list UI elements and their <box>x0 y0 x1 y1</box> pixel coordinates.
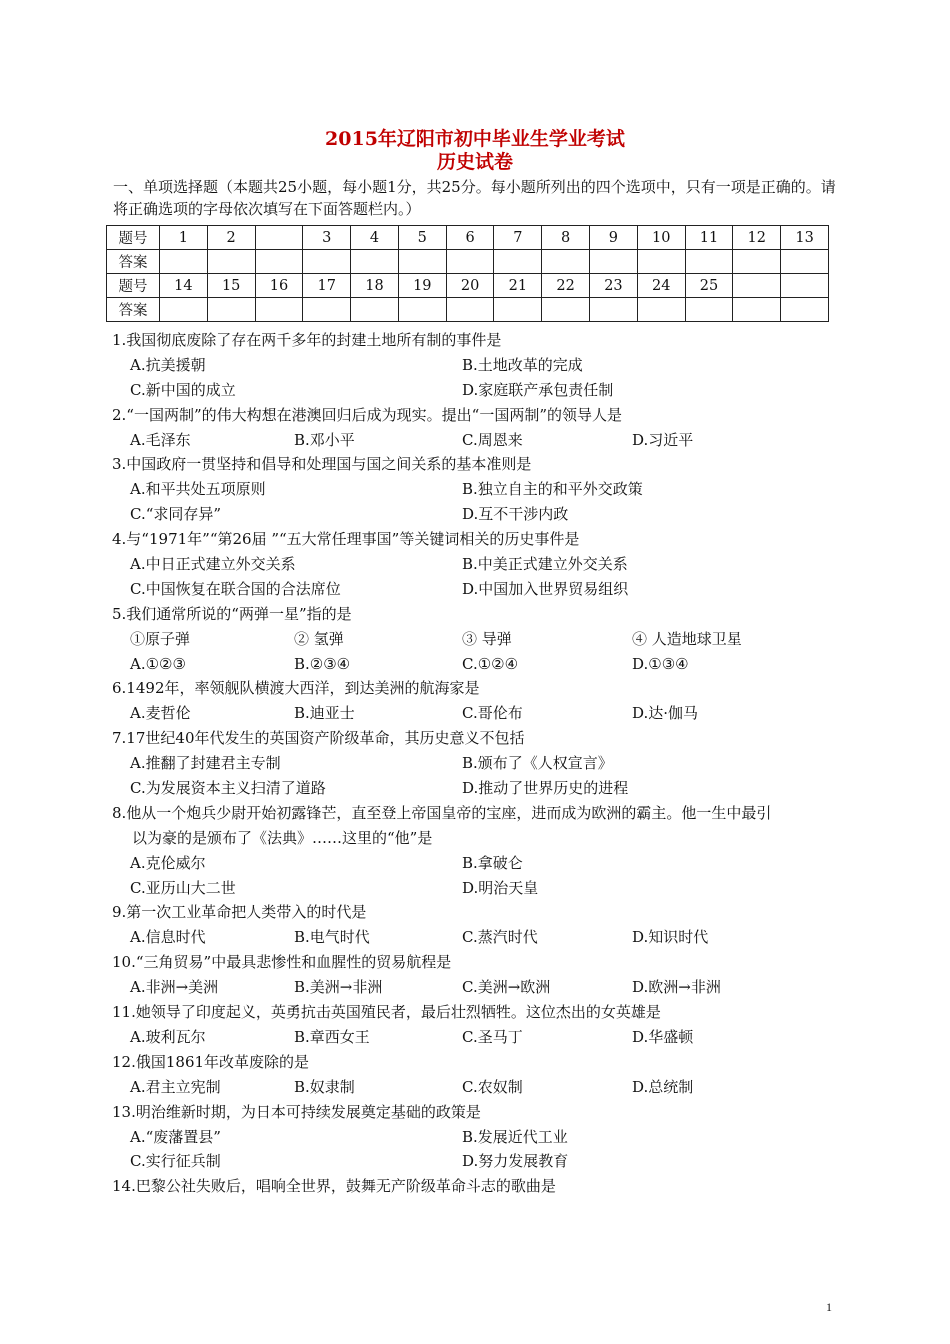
question-stem: 1.我国彻底废除了存在两千多年的封建土地所有制的事件是 <box>112 331 502 349</box>
answer-option: D.①③④ <box>632 654 689 673</box>
option-row <box>112 1025 842 1050</box>
answer-cell[interactable] <box>351 298 399 322</box>
question-number-cell: 8 <box>542 226 590 250</box>
question-number-cell <box>255 226 303 250</box>
question-number-cell: 18 <box>351 274 399 298</box>
option-row <box>112 577 842 602</box>
answer-cell[interactable] <box>398 250 446 274</box>
answer-cell[interactable] <box>494 298 542 322</box>
question-number-cell: 10 <box>637 226 685 250</box>
answer-option: C.亚历山大二世 <box>130 878 236 897</box>
answer-table-number-row <box>107 274 829 298</box>
answer-option: C.新中国的成立 <box>130 380 236 399</box>
answer-cell[interactable] <box>160 298 208 322</box>
option-row <box>112 353 842 378</box>
option-row <box>112 975 842 1000</box>
question-stem: 2.“一国两制”的伟大构想在港澳回归后成为现实。提出“一国两制”的领导人是 <box>112 405 622 424</box>
answer-option: D.中国加入世界贸易组织 <box>462 579 629 598</box>
answer-option: C.①②④ <box>462 654 519 673</box>
question-number-cell: 17 <box>303 274 351 298</box>
question-number-cell <box>733 274 781 298</box>
answer-cell[interactable] <box>685 298 733 322</box>
answer-cell[interactable] <box>446 250 494 274</box>
answer-cell[interactable] <box>207 298 255 322</box>
answer-option: ② 氢弹 <box>294 629 344 648</box>
option-row <box>112 776 842 801</box>
answer-cell[interactable] <box>781 250 829 274</box>
question-list <box>112 328 842 1199</box>
answer-option: C.“求同存异” <box>130 505 222 524</box>
answer-cell[interactable] <box>781 298 829 322</box>
question-number-cell: 15 <box>207 274 255 298</box>
question-number-cell: 22 <box>542 274 590 298</box>
question-stem: 13.明治维新时期，为日本可持续发展奠定基础的政策是 <box>112 1102 481 1121</box>
option-row <box>112 552 842 577</box>
question-number-cell: 12 <box>733 226 781 250</box>
answer-option: C.周恩来 <box>462 430 523 449</box>
answer-cell[interactable] <box>160 250 208 274</box>
answer-option: C.圣马丁 <box>462 1027 523 1046</box>
question-stem: 11.她领导了印度起义，英勇抗击英国殖民者，最后壮烈牺牲。这位杰出的女英雄是 <box>112 1003 661 1022</box>
answer-option: A.君主立宪制 <box>130 1077 221 1096</box>
answer-cell[interactable] <box>542 298 590 322</box>
answer-table-answer-row <box>107 298 829 322</box>
answer-option: A.抗美援朝 <box>130 355 206 374</box>
section-instructions: 一、单项选择题（本题共25小题，每小题1分，共25分。每小题所列出的四个选项中，只有一项是正确的。请将正确选项的字母依次填写在下面答题栏内。） <box>113 178 836 218</box>
row-label-question: 题号 <box>107 274 160 298</box>
answer-cell[interactable] <box>637 250 685 274</box>
answer-option: A.麦哲伦 <box>130 704 191 723</box>
answer-table <box>106 225 829 322</box>
question-stem: 9.第一次工业革命把人类带入的时代是 <box>112 903 367 922</box>
answer-cell[interactable] <box>685 250 733 274</box>
option-row <box>112 751 842 776</box>
answer-option: B.拿破仑 <box>462 853 523 872</box>
answer-table-answer-row <box>107 250 829 274</box>
option-row <box>112 477 842 502</box>
answer-option: A.推翻了封建君主专制 <box>130 754 281 773</box>
answer-option: A.①②③ <box>130 654 186 673</box>
answer-option: D.明治天皇 <box>462 878 539 897</box>
answer-cell[interactable] <box>303 250 351 274</box>
answer-option: A.和平共处五项原则 <box>130 480 266 499</box>
question-number-cell <box>781 274 829 298</box>
question-number-cell: 7 <box>494 226 542 250</box>
answer-option: A.克伦威尔 <box>130 853 206 872</box>
question-stem: 8.他从一个炮兵少尉开始初露锋芒，直至登上帝国皇帝的宝座，进而成为欧洲的霸主。他一生中最引 <box>112 803 772 822</box>
answer-cell[interactable] <box>542 250 590 274</box>
answer-cell[interactable] <box>733 298 781 322</box>
option-row <box>112 378 842 403</box>
answer-cell[interactable] <box>590 298 638 322</box>
answer-option: C.中国恢复在联合国的合法席位 <box>130 579 341 598</box>
option-row <box>112 925 842 950</box>
answer-option: A.中日正式建立外交关系 <box>130 555 296 574</box>
answer-option: C.哥伦布 <box>462 704 523 723</box>
question-number-cell: 21 <box>494 274 542 298</box>
question-number-cell: 13 <box>781 226 829 250</box>
answer-option: B.章西女王 <box>294 1027 370 1046</box>
answer-cell[interactable] <box>733 250 781 274</box>
answer-option: ③ 导弹 <box>462 629 512 648</box>
answer-option: C.蒸汽时代 <box>462 928 538 947</box>
answer-option: B.独立自主的和平外交政策 <box>462 480 643 499</box>
option-row <box>112 428 842 453</box>
answer-option: B.中美正式建立外交关系 <box>462 555 628 574</box>
answer-option: C.农奴制 <box>462 1077 523 1096</box>
question-number-cell: 20 <box>446 274 494 298</box>
question-number-cell: 5 <box>398 226 446 250</box>
question-number-cell: 4 <box>351 226 399 250</box>
answer-cell[interactable] <box>398 298 446 322</box>
option-row <box>112 652 842 677</box>
exam-title: 2015年辽阳市初中毕业生学业考试 <box>325 128 625 150</box>
question-number-cell: 9 <box>590 226 638 250</box>
option-row <box>112 1149 842 1174</box>
row-label-answer: 答案 <box>107 250 160 274</box>
option-row <box>112 502 842 527</box>
option-row <box>112 701 842 726</box>
question-stem: 4.与“1971年”“第26届 ”“五大常任理事国”等关键词相关的历史事件是 <box>112 530 580 549</box>
answer-option: D.知识时代 <box>632 928 709 947</box>
question-stem: 12.俄国1861年改革废除的是 <box>112 1052 310 1071</box>
answer-option: D.推动了世界历史的进程 <box>462 779 629 798</box>
answer-option: A.毛泽东 <box>130 430 191 449</box>
answer-option: D.习近平 <box>632 430 694 449</box>
answer-option: ④ 人造地球卫星 <box>632 629 742 648</box>
answer-table-number-row <box>107 226 829 250</box>
answer-option: D.总统制 <box>632 1077 694 1096</box>
question-stem: 7.17世纪40年代发生的英国资产阶级革命，其历史意义不包括 <box>112 729 525 748</box>
answer-option: D.互不干涉内政 <box>462 505 569 524</box>
page-number: 1 <box>826 1300 832 1314</box>
answer-option: D.华盛顿 <box>632 1027 694 1046</box>
answer-option: A.非洲→美洲 <box>130 978 219 997</box>
option-row <box>112 627 842 652</box>
answer-option: C.实行征兵制 <box>130 1152 221 1171</box>
question-number-cell: 11 <box>685 226 733 250</box>
answer-cell[interactable] <box>351 250 399 274</box>
answer-option: D.家庭联产承包责任制 <box>462 380 614 399</box>
answer-option: C.美洲→欧洲 <box>462 978 551 997</box>
answer-option: D.努力发展教育 <box>462 1152 569 1171</box>
answer-option: A.“废藩置县” <box>130 1127 221 1146</box>
answer-option: B.②③④ <box>294 654 351 673</box>
answer-cell[interactable] <box>590 250 638 274</box>
answer-cell[interactable] <box>303 298 351 322</box>
answer-cell[interactable] <box>494 250 542 274</box>
option-row <box>112 851 842 876</box>
question-number-cell: 24 <box>637 274 685 298</box>
answer-option: B.土地改革的完成 <box>462 355 583 374</box>
answer-option: B.颁布了《人权宣言》 <box>462 754 613 773</box>
answer-option: D.欧洲→非洲 <box>632 978 721 997</box>
question-number-cell: 23 <box>590 274 638 298</box>
answer-option: B.电气时代 <box>294 928 370 947</box>
answer-option: B.美洲→非洲 <box>294 978 383 997</box>
answer-cell[interactable] <box>207 250 255 274</box>
exam-subtitle: 历史试卷 <box>436 151 513 173</box>
answer-option: B.发展近代工业 <box>462 1127 568 1146</box>
answer-cell[interactable] <box>637 298 685 322</box>
answer-cell[interactable] <box>446 298 494 322</box>
question-number-cell: 19 <box>398 274 446 298</box>
answer-option: C.为发展资本主义扫清了道路 <box>130 779 326 798</box>
question-stem: 14.巴黎公社失败后，唱响全世界，鼓舞无产阶级革命斗志的歌曲是 <box>112 1177 556 1196</box>
question-number-cell: 14 <box>160 274 208 298</box>
answer-option: ①原子弹 <box>130 629 191 648</box>
question-stem: 3.中国政府一贯坚持和倡导和处理国与国之间关系的基本准则是 <box>112 455 532 474</box>
answer-option: B.迪亚士 <box>294 704 355 723</box>
question-stem: 5.我们通常所说的“两弹一星”指的是 <box>112 604 352 623</box>
question-number-cell: 1 <box>160 226 208 250</box>
question-number-cell: 2 <box>207 226 255 250</box>
question-stem: 以为豪的是颁布了《法典》……这里的“他”是 <box>132 828 433 847</box>
question-number-cell: 6 <box>446 226 494 250</box>
row-label-answer: 答案 <box>107 298 160 322</box>
answer-option: A.信息时代 <box>130 928 206 947</box>
answer-option: D.达·伽马 <box>632 704 699 723</box>
answer-cell[interactable] <box>255 250 303 274</box>
question-number-cell: 3 <box>303 226 351 250</box>
question-stem: 10.“三角贸易”中最具悲惨性和血腥性的贸易航程是 <box>112 953 452 972</box>
answer-cell[interactable] <box>255 298 303 322</box>
question-number-cell: 25 <box>685 274 733 298</box>
answer-option: B.邓小平 <box>294 430 355 449</box>
option-row <box>112 1125 842 1150</box>
row-label-question: 题号 <box>107 226 160 250</box>
option-row <box>112 1075 842 1100</box>
question-number-cell: 16 <box>255 274 303 298</box>
answer-option: A.玻利瓦尔 <box>130 1027 206 1046</box>
option-row <box>112 876 842 901</box>
answer-option: B.奴隶制 <box>294 1077 355 1096</box>
question-stem: 6.1492年，率领舰队横渡大西洋，到达美洲的航海家是 <box>112 679 480 698</box>
